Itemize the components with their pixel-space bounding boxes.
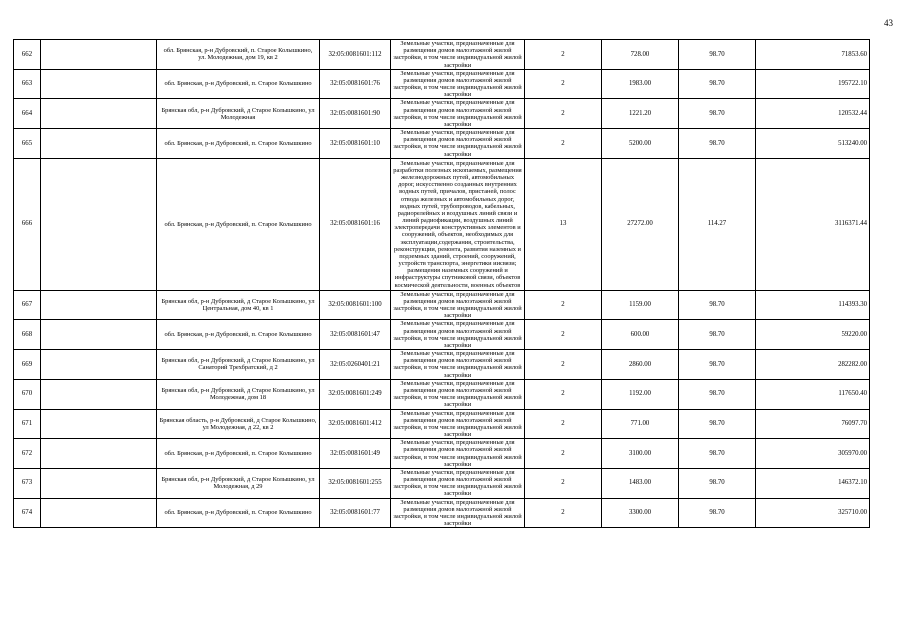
use-class-cell: 2 [525,69,602,99]
cadastral-number-cell: 32:05:0081601:249 [320,379,391,409]
use-class-cell: 2 [525,290,602,320]
address-cell: обл. Брянская, р-н Дубровский, п. Старое Колышкино [157,69,320,99]
address-cell: обл. Брянская, р-н Дубровский, п. Старое Колышкино, ул. Молодежная, дом 19, кв 2 [157,40,320,70]
cadastral-value-cell: 146372.10 [756,468,870,498]
land-use-cell: Земельные участки, предназначенные для разработки полезных ископаемых, размещения железнодорожных путей, автомобильных дорог, искусственно созданных внутренних водных путей, причалов, пристаней, полос отвода железных и автомобильных дорог, водных путей, трубопроводов, кабельных, радиорелейных и воздушных линий связи и линий радиофикации, воздушных линий электропередачи конструктивных элементов и сооружений, объектов, необходимых для эксплуатации,содержания, строительства, реконструкции, ремонта, развития наземных и подземных зданий, строений, сооружений, устройств транспорта, энергетики иисвязи; размещения наземных сооружений и инфраструктуры спутниковой связи, объектов космической деятельности, военных объектов [391,158,525,290]
area-cell: 1983.00 [602,69,679,99]
area-cell: 1159.00 [602,290,679,320]
cadastral-value-cell: 114393.30 [756,290,870,320]
row-number: 671 [14,409,41,439]
cadastral-number-cell: 32:05:0260401:21 [320,350,391,380]
row-number: 663 [14,69,41,99]
use-class-cell: 2 [525,409,602,439]
land-use-cell: Земельные участки, предназначенные для размещения домов малоэтажной жилой застройки, в том числе индивидуальной жилой застройки [391,379,525,409]
rate-cell: 98.70 [679,439,756,469]
rate-cell: 98.70 [679,99,756,129]
cadastral-number-cell: 32:05:0081601:10 [320,129,391,159]
land-use-cell: Земельные участки, предназначенные для размещения домов малоэтажной жилой застройки, в том числе индивидуальной жилой застройки [391,350,525,380]
rate-cell: 98.70 [679,498,756,528]
table-row [14,69,870,99]
cadastral-value-cell: 325710.00 [756,498,870,528]
use-class-cell: 2 [525,468,602,498]
table-row [14,99,870,129]
row-number: 669 [14,350,41,380]
rate-cell: 98.70 [679,69,756,99]
land-use-cell: Земельные участки, предназначенные для размещения домов малоэтажной жилой застройки, в том числе индивидуальной жилой застройки [391,99,525,129]
land-use-cell: Земельные участки, предназначенные для размещения домов малоэтажной жилой застройки, в том числе индивидуальной жилой застройки [391,439,525,469]
area-cell: 27272.00 [602,158,679,290]
area-cell: 728.00 [602,40,679,70]
table-row [14,350,870,380]
area-cell: 1483.00 [602,468,679,498]
spacer-cell [41,320,157,350]
address-cell: Брянская обл, р-н Дубровский, д Старое Колышкино, ул Молодежная, дом 18 [157,379,320,409]
cadastral-number-cell: 32:05:0081601:47 [320,320,391,350]
cadastral-number-cell: 32:05:0081601:100 [320,290,391,320]
rate-cell: 98.70 [679,129,756,159]
address-cell: Брянская обл, р-н Дубровский, д Старое Колышкино, ул Центральная, дом 40, кв 1 [157,290,320,320]
use-class-cell: 2 [525,40,602,70]
table-row [14,379,870,409]
page-number: 43 [884,18,893,28]
table-row [14,498,870,528]
land-use-cell: Земельные участки, предназначенные для размещения домов малоэтажной жилой застройки, в том числе индивидуальной жилой застройки [391,129,525,159]
land-use-cell: Земельные участки, предназначенные для размещения домов малоэтажной жилой застройки, в том числе индивидуальной жилой застройки [391,468,525,498]
row-number: 668 [14,320,41,350]
spacer-cell [41,158,157,290]
use-class-cell: 2 [525,320,602,350]
land-use-cell: Земельные участки, предназначенные для размещения домов малоэтажной жилой застройки, в том числе индивидуальной жилой застройки [391,409,525,439]
table-row [14,129,870,159]
spacer-cell [41,99,157,129]
cadastral-value-cell: 282282.00 [756,350,870,380]
table-row [14,40,870,70]
rate-cell: 98.70 [679,379,756,409]
rate-cell: 98.70 [679,40,756,70]
cadastral-number-cell: 32:05:0081601:412 [320,409,391,439]
cadastral-value-cell: 76097.70 [756,409,870,439]
address-cell: обл. Брянская, р-н Дубровский, п. Старое Колышкино [157,158,320,290]
area-cell: 5200.00 [602,129,679,159]
address-cell: Брянская область, р-н Дубровский, д Старое Колышкино, ул Молодежная, д 22, кв 2 [157,409,320,439]
row-number: 666 [14,158,41,290]
rate-cell: 98.70 [679,468,756,498]
address-cell: обл. Брянская, р-н Дубровский, п. Старое Колышкино [157,498,320,528]
area-cell: 1192.00 [602,379,679,409]
row-number: 672 [14,439,41,469]
area-cell: 3300.00 [602,498,679,528]
row-number: 673 [14,468,41,498]
cadastral-value-cell: 120532.44 [756,99,870,129]
land-use-cell: Земельные участки, предназначенные для размещения домов малоэтажной жилой застройки, в том числе индивидуальной жилой застройки [391,320,525,350]
spacer-cell [41,350,157,380]
row-number: 674 [14,498,41,528]
cadastral-value-cell: 117650.40 [756,379,870,409]
land-use-cell: Земельные участки, предназначенные для размещения домов малоэтажной жилой застройки, в том числе индивидуальной жилой застройки [391,290,525,320]
table-row [14,439,870,469]
cadastral-number-cell: 32:05:0081601:76 [320,69,391,99]
cadastral-number-cell: 32:05:0081601:112 [320,40,391,70]
cadastral-value-cell: 71853.60 [756,40,870,70]
spacer-cell [41,69,157,99]
table-row [14,158,870,290]
address-cell: Брянская обл, р-н Дубровский, д Старое Колышкино, ул Молодежная, д 29 [157,468,320,498]
table-row [14,468,870,498]
row-number: 665 [14,129,41,159]
cadastral-number-cell: 32:05:0081601:90 [320,99,391,129]
cadastral-value-cell: 59220.00 [756,320,870,350]
address-cell: Брянская обл, р-н Дубровский, д Старое Колышкино, ул Молодежная [157,99,320,129]
land-use-cell: Земельные участки, предназначенные для размещения домов малоэтажной жилой застройки, в том числе индивидуальной жилой застройки [391,498,525,528]
use-class-cell: 2 [525,439,602,469]
table-row [14,290,870,320]
use-class-cell: 2 [525,498,602,528]
use-class-cell: 13 [525,158,602,290]
table-row [14,409,870,439]
cadastral-number-cell: 32:05:0081601:77 [320,498,391,528]
area-cell: 3100.00 [602,439,679,469]
cadastral-number-cell: 32:05:0081601:16 [320,158,391,290]
address-cell: обл. Брянская, р-н Дубровский, п. Старое Колышкино [157,439,320,469]
spacer-cell [41,379,157,409]
use-class-cell: 2 [525,350,602,380]
row-number: 662 [14,40,41,70]
table-row [14,320,870,350]
area-cell: 771.00 [602,409,679,439]
rate-cell: 98.70 [679,320,756,350]
rate-cell: 114.27 [679,158,756,290]
row-number: 664 [14,99,41,129]
address-cell: обл. Брянская, р-н Дубровский, п. Старое Колышкино [157,129,320,159]
row-number: 670 [14,379,41,409]
area-cell: 2860.00 [602,350,679,380]
spacer-cell [41,290,157,320]
rate-cell: 98.70 [679,350,756,380]
spacer-cell [41,40,157,70]
cadastral-value-cell: 3116371.44 [756,158,870,290]
spacer-cell [41,129,157,159]
cadastral-value-cell: 305970.00 [756,439,870,469]
cadastral-value-cell: 195722.10 [756,69,870,99]
rate-cell: 98.70 [679,409,756,439]
cadastral-number-cell: 32:05:0081601:255 [320,468,391,498]
spacer-cell [41,439,157,469]
spacer-cell [41,468,157,498]
area-cell: 600.00 [602,320,679,350]
table-body [14,40,870,528]
address-cell: Брянская обл, р-н Дубровский, д Старое Колышкино, ул Санаторий Трехбратский, д 2 [157,350,320,380]
cadastral-number-cell: 32:05:0081601:49 [320,439,391,469]
spacer-cell [41,409,157,439]
use-class-cell: 2 [525,129,602,159]
address-cell: обл. Брянская, р-н Дубровский, п. Старое Колышкино [157,320,320,350]
cadastral-value-cell: 513240.00 [756,129,870,159]
rate-cell: 98.70 [679,290,756,320]
use-class-cell: 2 [525,379,602,409]
land-use-cell: Земельные участки, предназначенные для размещения домов малоэтажной жилой застройки, в том числе индивидуальной жилой застройки [391,40,525,70]
area-cell: 1221.20 [602,99,679,129]
land-parcels-table [13,39,870,528]
spacer-cell [41,498,157,528]
row-number: 667 [14,290,41,320]
use-class-cell: 2 [525,99,602,129]
land-use-cell: Земельные участки, предназначенные для размещения домов малоэтажной жилой застройки, в том числе индивидуальной жилой застройки [391,69,525,99]
